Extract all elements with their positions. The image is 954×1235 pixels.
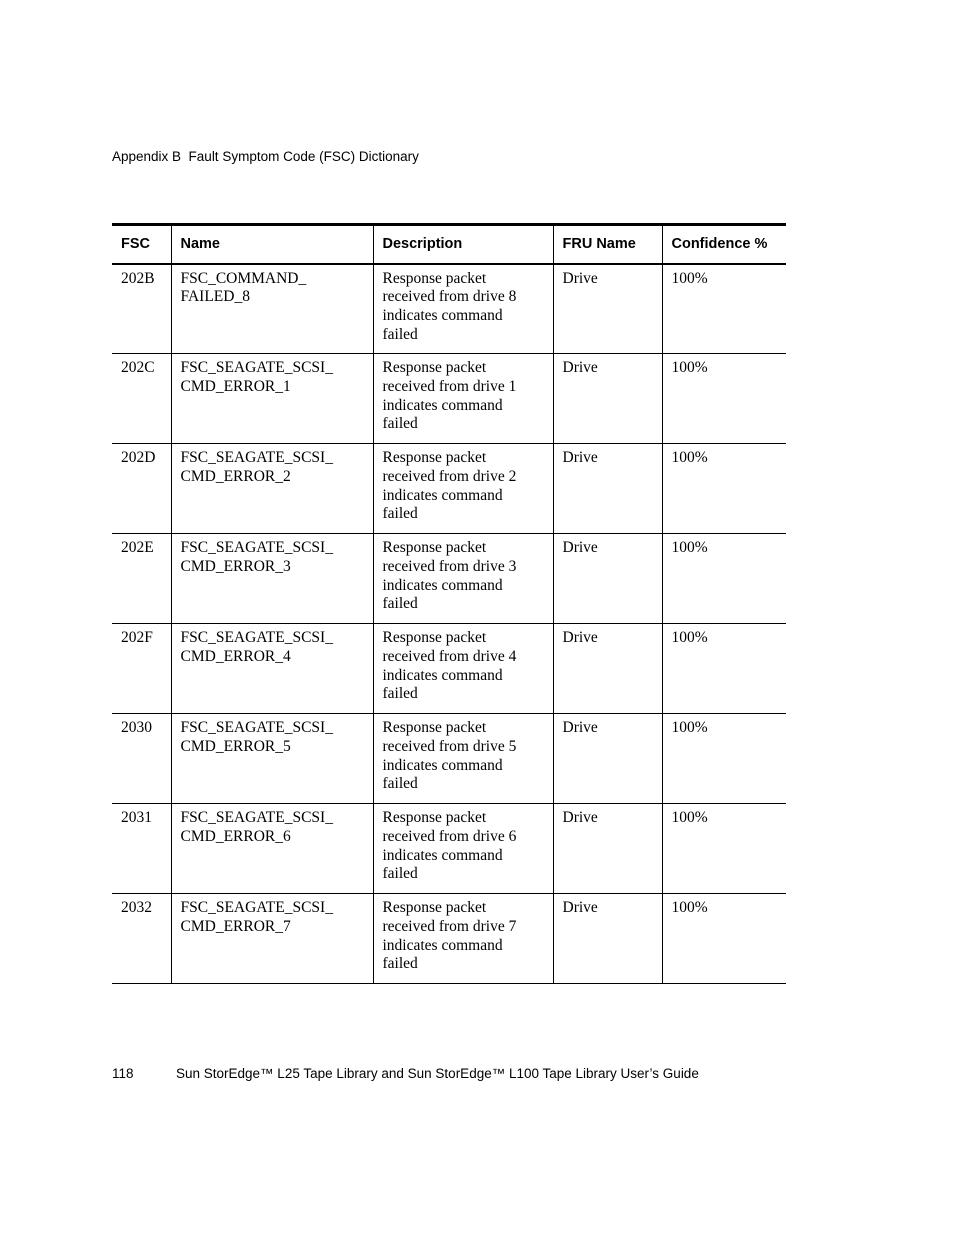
fsc-name-line: FSC_SEAGATE_SCSI_ bbox=[180, 719, 333, 736]
fsc-name-line: CMD_ERROR_7 bbox=[180, 917, 291, 935]
confidence-cell: 100% bbox=[662, 264, 786, 354]
fsc-name-line: FSC_SEAGATE_SCSI_ bbox=[180, 359, 333, 376]
fru-name-cell: Drive bbox=[553, 804, 662, 894]
description-line: Response packet bbox=[382, 359, 487, 376]
table-row bbox=[112, 894, 786, 984]
description-line: Response packet bbox=[382, 449, 487, 466]
confidence-cell: 100% bbox=[662, 444, 786, 534]
fsc-name-line: CMD_ERROR_5 bbox=[180, 737, 291, 755]
description-line: indicates command bbox=[382, 846, 503, 864]
description-cell bbox=[373, 894, 553, 984]
description-line: Response packet bbox=[382, 539, 487, 556]
fsc-name-cell bbox=[171, 894, 373, 984]
description-line: indicates command bbox=[382, 576, 503, 594]
description-line: indicates command bbox=[382, 486, 503, 504]
fsc-code-cell: 2030 bbox=[121, 719, 152, 736]
fsc-name-line: CMD_ERROR_6 bbox=[180, 827, 291, 845]
description-line: failed bbox=[382, 325, 418, 343]
running-header: Appendix B Fault Symptom Code (FSC) Dictionary bbox=[112, 149, 419, 164]
fsc-code-cell: 202E bbox=[121, 539, 154, 556]
table-row bbox=[112, 264, 786, 354]
description-line: failed bbox=[382, 865, 418, 883]
table-header-row bbox=[112, 225, 786, 264]
description-line: Response packet bbox=[382, 809, 487, 826]
fru-name-cell: Drive bbox=[553, 444, 662, 534]
description-line: received from drive 1 bbox=[382, 377, 517, 395]
fsc-name-line: FSC_SEAGATE_SCSI_ bbox=[180, 809, 333, 826]
fsc-name-cell bbox=[171, 714, 373, 804]
description-line: failed bbox=[382, 685, 418, 703]
fsc-code-cell: 202B bbox=[121, 269, 155, 287]
description-line: Response packet bbox=[382, 629, 487, 646]
confidence-cell: 100% bbox=[662, 534, 786, 624]
fsc-code-cell: 2032 bbox=[121, 899, 152, 916]
description-line: received from drive 7 bbox=[382, 917, 517, 935]
fsc-name-cell bbox=[171, 264, 373, 354]
fsc-name-line: FSC_SEAGATE_SCSI_ bbox=[180, 629, 333, 646]
fsc-name-cell bbox=[171, 534, 373, 624]
fsc-code-cell: 2031 bbox=[121, 809, 152, 826]
fsc-name-cell bbox=[171, 804, 373, 894]
fru-name-cell: Drive bbox=[553, 894, 662, 984]
fsc-code-cell: 202F bbox=[121, 629, 153, 646]
table-row bbox=[112, 624, 786, 714]
fru-name-cell: Drive bbox=[553, 534, 662, 624]
description-cell bbox=[373, 264, 553, 354]
fru-name-cell: Drive bbox=[553, 624, 662, 714]
fsc-table bbox=[112, 223, 786, 984]
description-line: indicates command bbox=[382, 756, 503, 774]
fsc-name-line: FSC_SEAGATE_SCSI_ bbox=[180, 539, 333, 556]
table-row bbox=[112, 804, 786, 894]
fsc-code-cell: 202D bbox=[121, 449, 156, 466]
table-row bbox=[112, 354, 786, 444]
fsc-name-line: CMD_ERROR_3 bbox=[180, 557, 291, 575]
description-cell bbox=[373, 444, 553, 534]
description-line: Response packet bbox=[382, 899, 487, 916]
fsc-name-line: FSC_SEAGATE_SCSI_ bbox=[180, 899, 333, 916]
fsc-name-cell bbox=[171, 444, 373, 534]
fsc-name-line: FSC_COMMAND_ bbox=[180, 269, 307, 287]
description-line: failed bbox=[382, 775, 418, 793]
fru-name-cell: Drive bbox=[553, 354, 662, 444]
column-header-name: Name bbox=[171, 225, 373, 264]
description-line: received from drive 4 bbox=[382, 647, 517, 665]
description-line: failed bbox=[382, 415, 418, 433]
description-line: failed bbox=[382, 595, 418, 613]
column-header-fru-name: FRU Name bbox=[553, 225, 662, 264]
fsc-name-line: CMD_ERROR_2 bbox=[180, 467, 291, 485]
table-row bbox=[112, 534, 786, 624]
description-line: received from drive 2 bbox=[382, 467, 517, 485]
description-line: received from drive 6 bbox=[382, 827, 517, 845]
description-cell bbox=[373, 624, 553, 714]
table-row bbox=[112, 714, 786, 804]
confidence-cell: 100% bbox=[662, 714, 786, 804]
description-line: Response packet bbox=[382, 269, 487, 287]
fru-name-cell: Drive bbox=[553, 714, 662, 804]
description-line: failed bbox=[382, 505, 418, 523]
description-line: received from drive 3 bbox=[382, 557, 517, 575]
description-line: received from drive 8 bbox=[382, 288, 517, 306]
fru-name-cell: Drive bbox=[553, 264, 662, 354]
description-cell bbox=[373, 714, 553, 804]
column-header-fsc: FSC bbox=[121, 236, 150, 253]
description-line: indicates command bbox=[382, 666, 503, 684]
confidence-cell: 100% bbox=[662, 804, 786, 894]
fsc-name-line: FAILED_8 bbox=[180, 288, 250, 306]
confidence-cell: 100% bbox=[662, 624, 786, 714]
fsc-code-cell: 202C bbox=[121, 359, 155, 376]
page-number: 118 bbox=[112, 1066, 134, 1081]
fsc-name-line: CMD_ERROR_4 bbox=[180, 647, 291, 665]
description-cell bbox=[373, 354, 553, 444]
fsc-name-cell bbox=[171, 624, 373, 714]
description-line: indicates command bbox=[382, 307, 503, 325]
confidence-cell: 100% bbox=[662, 894, 786, 984]
fsc-name-line: FSC_SEAGATE_SCSI_ bbox=[180, 449, 333, 466]
description-cell bbox=[373, 804, 553, 894]
description-line: indicates command bbox=[382, 936, 503, 954]
fsc-name-cell bbox=[171, 354, 373, 444]
column-header-confidence: Confidence % bbox=[662, 225, 786, 264]
fsc-name-line: CMD_ERROR_1 bbox=[180, 377, 291, 395]
description-line: received from drive 5 bbox=[382, 737, 517, 755]
description-line: indicates command bbox=[382, 396, 503, 414]
description-line: failed bbox=[382, 955, 418, 973]
table-row bbox=[112, 444, 786, 534]
description-line: Response packet bbox=[382, 719, 487, 736]
column-header-description: Description bbox=[373, 225, 553, 264]
confidence-cell: 100% bbox=[662, 354, 786, 444]
document-title: Sun StorEdge™ L25 Tape Library and Sun StorEdge™ L100 Tape Library User’s Guide bbox=[176, 1066, 699, 1081]
description-cell bbox=[373, 534, 553, 624]
